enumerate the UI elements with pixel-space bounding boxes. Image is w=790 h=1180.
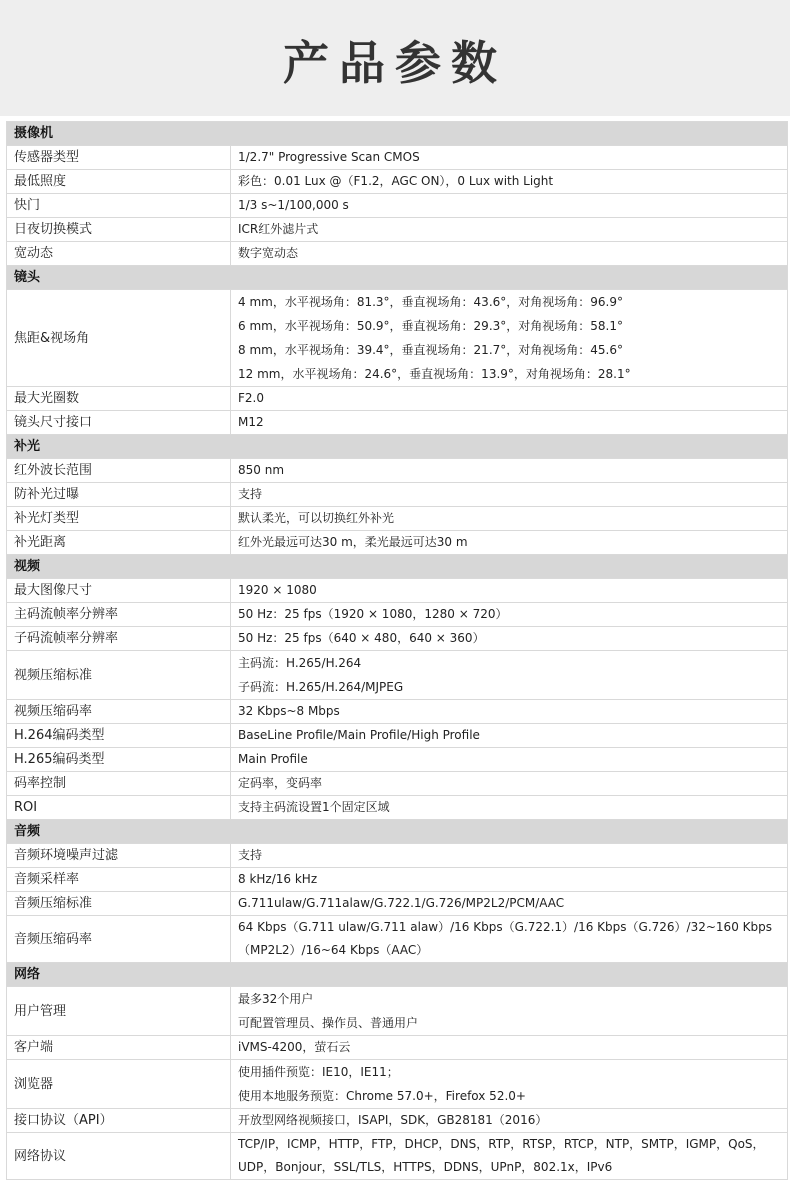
spec-value-line: G.711ulaw/G.711alaw/G.722.1/G.726/MP2L2/PCM/AAC: [238, 896, 565, 910]
spec-value-line: 最多32个用户: [238, 992, 314, 1006]
spec-value: [231, 844, 788, 868]
spec-value-line: 定码率，变码率: [238, 776, 323, 790]
spec-value-line: 使用本地服务预览：Chrome 57.0+，Firefox 52.0+: [238, 1089, 526, 1103]
spec-row: [7, 748, 788, 772]
spec-row: [7, 627, 788, 651]
spec-value: [231, 387, 788, 411]
spec-table-container: [6, 121, 787, 1180]
spec-value: [231, 1133, 788, 1180]
spec-value: [231, 170, 788, 194]
spec-value: [231, 146, 788, 170]
spec-value: [231, 603, 788, 627]
spec-row: [7, 242, 788, 266]
spec-value-line: 8 mm，水平视场角：39.4°，垂直视场角：21.7°，对角视场角：45.6°: [238, 343, 623, 357]
spec-value: [231, 651, 788, 700]
page-title: 产品参数: [283, 36, 507, 90]
spec-value-line: 850 nm: [238, 463, 285, 477]
spec-label: 浏览器: [7, 1060, 231, 1109]
spec-label: H.264编码类型: [7, 724, 231, 748]
section-title: 视频: [7, 555, 788, 579]
spec-value-line: 默认柔光，可以切换红外补光: [238, 511, 395, 525]
spec-label: H.265编码类型: [7, 748, 231, 772]
spec-label: 最大图像尺寸: [7, 579, 231, 603]
spec-value-line: 可配置管理员、操作员、普通用户: [238, 1016, 419, 1030]
spec-row: [7, 507, 788, 531]
spec-label: 视频压缩码率: [7, 700, 231, 724]
spec-row: [7, 603, 788, 627]
spec-row: [7, 531, 788, 555]
spec-label: 视频压缩标准: [7, 651, 231, 700]
section-title: 补光: [7, 435, 788, 459]
spec-label: 客户端: [7, 1036, 231, 1060]
spec-label: 快门: [7, 194, 231, 218]
spec-value-line: 64 Kbps（G.711 ulaw/G.711 alaw）/16 Kbps（G.722.1）/16 Kbps（G.726）/32~160 Kbps（MP2L2）/16~64 Kbps（AAC）: [238, 920, 773, 957]
spec-label: 主码流帧率分辨率: [7, 603, 231, 627]
spec-row: [7, 724, 788, 748]
spec-value-line: 6 mm，水平视场角：50.9°，垂直视场角：29.3°，对角视场角：58.1°: [238, 319, 623, 333]
spec-row: [7, 987, 788, 1036]
spec-label: 码率控制: [7, 772, 231, 796]
spec-label: 传感器类型: [7, 146, 231, 170]
spec-row: [7, 290, 788, 387]
spec-value-line: 50 Hz：25 fps（1920 × 1080，1280 × 720）: [238, 607, 508, 621]
spec-label: 日夜切换模式: [7, 218, 231, 242]
spec-value-line: 1/3 s~1/100,000 s: [238, 198, 349, 212]
spec-value-line: BaseLine Profile/Main Profile/High Profile: [238, 728, 480, 742]
spec-value-line: 开放型网络视频接口，ISAPI，SDK，GB28181（2016）: [238, 1113, 548, 1127]
spec-value-line: 32 Kbps~8 Mbps: [238, 704, 340, 718]
spec-row: [7, 844, 788, 868]
spec-row: [7, 1109, 788, 1133]
spec-label: 防补光过曝: [7, 483, 231, 507]
spec-value: [231, 1060, 788, 1109]
spec-value: [231, 772, 788, 796]
spec-value: [231, 724, 788, 748]
spec-value-line: 1920 × 1080: [238, 583, 317, 597]
spec-label: 网络协议: [7, 1133, 231, 1180]
spec-label: 宽动态: [7, 242, 231, 266]
spec-value: [231, 218, 788, 242]
section-header: [7, 435, 788, 459]
spec-value-line: 1/2.7" Progressive Scan CMOS: [238, 150, 420, 164]
spec-value: [231, 868, 788, 892]
spec-value-line: 使用插件预览：IE10，IE11；: [238, 1065, 399, 1079]
spec-row: [7, 411, 788, 435]
spec-value: [231, 796, 788, 820]
spec-row: [7, 892, 788, 916]
spec-row: [7, 700, 788, 724]
spec-value-line: F2.0: [238, 391, 264, 405]
spec-row: [7, 772, 788, 796]
section-title: 网络: [7, 963, 788, 987]
spec-value: [231, 892, 788, 916]
spec-value: [231, 579, 788, 603]
spec-value: [231, 700, 788, 724]
spec-label: 焦距&视场角: [7, 290, 231, 387]
spec-row: [7, 916, 788, 963]
spec-value-line: 主码流：H.265/H.264: [238, 656, 362, 670]
spec-value-line: 支持: [238, 848, 263, 862]
section-header: [7, 963, 788, 987]
spec-row: [7, 796, 788, 820]
spec-value-line: 50 Hz：25 fps（640 × 480，640 × 360）: [238, 631, 485, 645]
spec-value: [231, 916, 788, 963]
spec-value: [231, 1036, 788, 1060]
spec-value-line: 支持主码流设置1个固定区域: [238, 800, 390, 814]
spec-value-line: 红外光最远可达30 m，柔光最远可达30 m: [238, 535, 468, 549]
spec-value-line: 支持: [238, 487, 263, 501]
spec-value-line: 4 mm，水平视场角：81.3°，垂直视场角：43.6°，对角视场角：96.9°: [238, 295, 623, 309]
spec-value: [231, 531, 788, 555]
spec-label: 子码流帧率分辨率: [7, 627, 231, 651]
spec-label: 音频压缩标准: [7, 892, 231, 916]
spec-value: [231, 748, 788, 772]
spec-row: [7, 146, 788, 170]
spec-label: 音频采样率: [7, 868, 231, 892]
section-title: 摄像机: [7, 122, 788, 146]
section-header: [7, 266, 788, 290]
spec-label: 补光距离: [7, 531, 231, 555]
spec-value: [231, 411, 788, 435]
spec-value-line: ICR红外滤片式: [238, 222, 319, 236]
spec-table: [6, 121, 788, 1180]
spec-row: [7, 218, 788, 242]
spec-label: 接口协议（API）: [7, 1109, 231, 1133]
spec-row: [7, 651, 788, 700]
spec-value-line: Main Profile: [238, 752, 308, 766]
spec-value-line: 8 kHz/16 kHz: [238, 872, 318, 886]
spec-value-line: iVMS-4200，萤石云: [238, 1040, 351, 1054]
spec-value-line: TCP/IP，ICMP，HTTP，FTP，DHCP，DNS，RTP，RTSP，RTCP，NTP，SMTP，IGMP，QoS，UDP，Bonjour，SSL/TLS，HTTPS，DDNS，UPnP，802.1x，IPv6: [238, 1137, 765, 1174]
spec-label: 音频环境噪声过滤: [7, 844, 231, 868]
spec-row: [7, 579, 788, 603]
spec-label: 用户管理: [7, 987, 231, 1036]
spec-value: [231, 459, 788, 483]
spec-row: [7, 483, 788, 507]
section-title: 音频: [7, 820, 788, 844]
spec-label: 补光灯类型: [7, 507, 231, 531]
spec-value: [231, 194, 788, 218]
page-header: [0, 0, 790, 116]
spec-row: [7, 1060, 788, 1109]
spec-label: ROI: [7, 796, 231, 820]
spec-value: [231, 1109, 788, 1133]
spec-value: [231, 242, 788, 266]
spec-row: [7, 1036, 788, 1060]
spec-value: [231, 627, 788, 651]
spec-value: [231, 987, 788, 1036]
spec-row: [7, 868, 788, 892]
spec-row: [7, 459, 788, 483]
spec-value-line: 数字宽动态: [238, 246, 299, 260]
spec-value-line: M12: [238, 415, 264, 429]
spec-value-line: 彩色：0.01 Lux @（F1.2，AGC ON），0 Lux with Light: [238, 174, 554, 188]
spec-label: 最大光圈数: [7, 387, 231, 411]
spec-label: 红外波长范围: [7, 459, 231, 483]
spec-label: 音频压缩码率: [7, 916, 231, 963]
section-header: [7, 820, 788, 844]
spec-value: [231, 507, 788, 531]
spec-row: [7, 194, 788, 218]
section-header: [7, 555, 788, 579]
spec-value: [231, 483, 788, 507]
spec-row: [7, 1133, 788, 1180]
spec-row: [7, 170, 788, 194]
spec-label: 最低照度: [7, 170, 231, 194]
section-title: 镜头: [7, 266, 788, 290]
spec-row: [7, 387, 788, 411]
section-header: [7, 122, 788, 146]
spec-value-line: 子码流：H.265/H.264/MJPEG: [238, 680, 404, 694]
spec-value: [231, 290, 788, 387]
spec-label: 镜头尺寸接口: [7, 411, 231, 435]
spec-value-line: 12 mm，水平视场角：24.6°，垂直视场角：13.9°，对角视场角：28.1°: [238, 367, 631, 381]
